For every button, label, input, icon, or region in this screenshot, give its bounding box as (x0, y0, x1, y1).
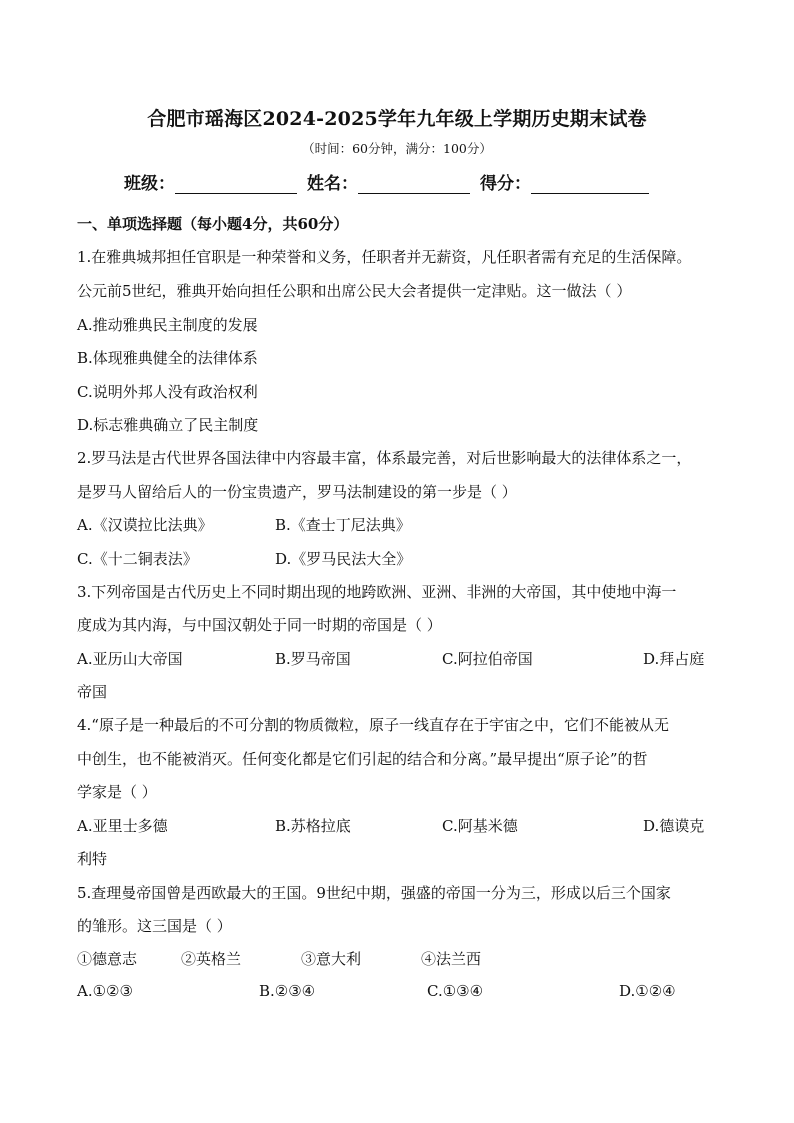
q5-item-3: ③意大利 (301, 950, 362, 968)
q3-stem-line1: 3.下列帝国是古代历史上不同时期出现的地跨欧洲、亚洲、非洲的大帝国，其中使地中海一 (77, 583, 677, 601)
q4-option-d: D.德谟克 (643, 817, 705, 835)
q1-option-d: D.标志雅典确立了民主制度 (77, 416, 259, 434)
q3-stem-line2: 度成为其内海，与中国汉朝处于同一时期的帝国是（ ） (77, 616, 442, 634)
q4-stem-line2: 中创生，也不能被消灭。任何变化都是它们引起的结合和分离。”最早提出“原子论”的哲 (77, 750, 648, 768)
exam-subtitle: （时间：60分钟，满分：100分） (302, 141, 492, 156)
q4-option-d-wrap: 利特 (77, 850, 108, 868)
class-blank[interactable] (175, 175, 297, 194)
name-label: 姓名： (307, 174, 358, 194)
q5-option-a: A.①②③ (77, 982, 133, 1000)
q1-stem-line1: 1.在雅典城邦担任官职是一种荣誉和义务，任职者并无薪资，凡任职者需有充足的生活保障。 (77, 248, 692, 266)
q1-option-c: C.说明外邦人没有政治权利 (77, 383, 258, 401)
class-label: 班级： (124, 174, 175, 194)
section-title: 一、单项选择题（每小题4分，共60分） (77, 215, 349, 233)
q5-item-4: ④法兰西 (421, 950, 482, 968)
name-blank[interactable] (358, 175, 470, 194)
q2-option-b: B.《查士丁尼法典》 (275, 516, 411, 534)
q5-stem-line1: 5.查理曼帝国曾是西欧最大的王国。9世纪中期，强盛的帝国一分为三，形成以后三个国家 (77, 884, 671, 902)
q3-option-a: A.亚历山大帝国 (77, 650, 183, 668)
q5-option-b: B.②③④ (259, 982, 316, 1000)
student-info-row (124, 169, 659, 194)
q3-option-c: C.阿拉伯帝国 (442, 650, 533, 668)
q5-item-1: ①德意志 (77, 950, 138, 968)
q4-stem-line3: 学家是（ ） (77, 783, 157, 801)
q4-option-c: C.阿基米德 (442, 817, 518, 835)
q2-option-c: C.《十二铜表法》 (77, 550, 198, 568)
q1-option-b: B.体现雅典健全的法律体系 (77, 349, 258, 367)
q4-option-b: B.苏格拉底 (275, 817, 351, 835)
q2-stem-line1: 2.罗马法是古代世界各国法律中内容最丰富，体系最完善，对后世影响最大的法律体系之一， (77, 449, 692, 467)
q5-option-c: C.①③④ (427, 982, 484, 1000)
q2-option-a: A.《汉谟拉比法典》 (77, 516, 213, 534)
q3-option-d: D.拜占庭 (643, 650, 705, 668)
q5-option-d: D.①②④ (619, 982, 676, 1000)
q2-option-d: D.《罗马民法大全》 (275, 550, 412, 568)
q2-stem-line2: 是罗马人留给后人的一份宝贵遗产，罗马法制建设的第一步是（ ） (77, 483, 517, 501)
score-label: 得分： (480, 174, 531, 194)
q3-option-b: B.罗马帝国 (275, 650, 351, 668)
exam-title: 合肥市瑶海区2024-2025学年九年级上学期历史期末试卷 (147, 108, 647, 130)
q4-option-a: A.亚里士多德 (77, 817, 168, 835)
q1-stem-line2: 公元前5世纪，雅典开始向担任公职和出席公民大会者提供一定津贴。这一做法（ ） (77, 282, 632, 300)
q3-option-d-wrap: 帝国 (77, 683, 108, 701)
q5-item-2: ②英格兰 (181, 950, 242, 968)
q1-option-a: A.推动雅典民主制度的发展 (77, 316, 258, 334)
q5-stem-line2: 的雏形。这三国是（ ） (77, 917, 232, 935)
score-blank[interactable] (531, 175, 649, 194)
q4-stem-line1: 4.“原子是一种最后的不可分割的物质微粒，原子一线直存在于宇宙之中，它们不能被从无 (77, 716, 669, 734)
